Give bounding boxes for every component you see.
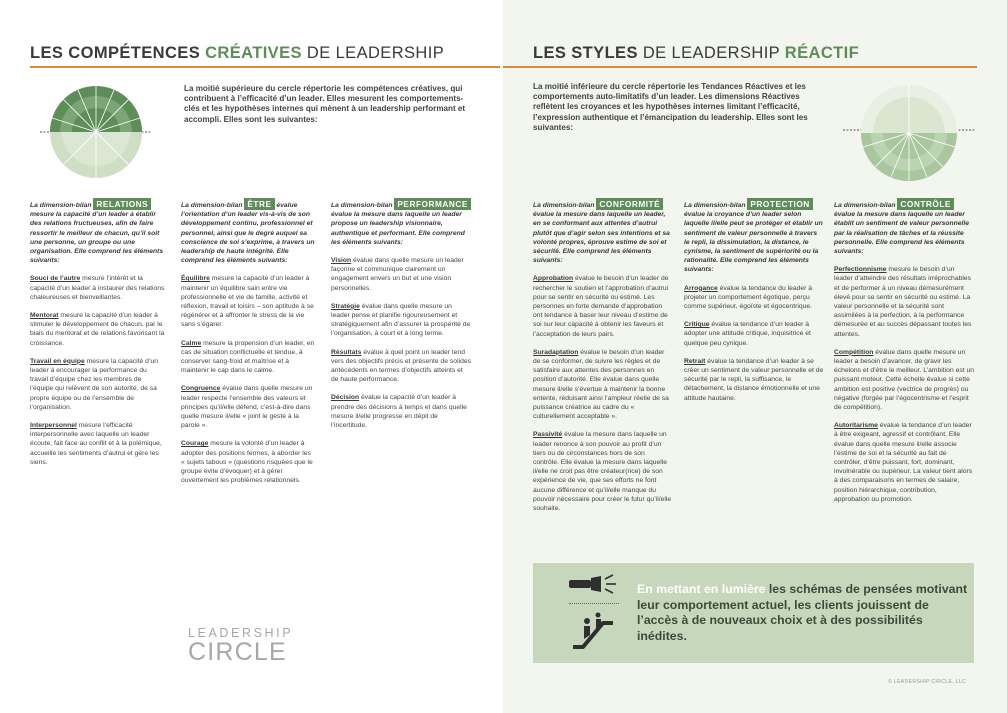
list-item <box>331 348 471 385</box>
list-item <box>533 348 672 422</box>
term: Compétition <box>834 348 874 356</box>
term-text: évalue la tendance d’un leader à être exigeant, agressif et contrôlant. Elle évalue dans quelle mesure il/elle associe l’estime de soi et la sécurité au fait de contrôler, d’être puissant, fort, dominant, invulnérable ou supérieur. La valeur tient alors à des comparaisons en termes de salaire, position hiérarchique, contribution, approbation ou promotion. <box>834 422 973 503</box>
term: Équilibre <box>181 275 210 283</box>
protection-column <box>684 198 824 412</box>
list-item <box>181 384 315 430</box>
title-part: DE LEADERSHIP <box>637 44 785 62</box>
term-text: évalue dans quelle mesure un leader façonne et communique clairement un engagement envers un but et une vision personnelles. <box>331 257 464 292</box>
term: Critique <box>684 321 710 329</box>
title-accent: CRÉATIVES <box>205 44 302 62</box>
relations-column <box>30 198 165 476</box>
list-item <box>834 421 974 504</box>
right-title <box>533 44 859 63</box>
controle-column <box>834 198 974 513</box>
leadership-circle-logo <box>188 626 293 664</box>
list-item <box>834 265 974 339</box>
title-rule <box>503 66 977 68</box>
term-text: mesure la capacité d’un leader à encourager la performance du travail d’équipe chez les membres de l’équipe qui relèvent de son autorité, de sa propre équipe ou de l’ensemble de l’organisation. <box>30 357 158 411</box>
term: Courage <box>181 440 209 448</box>
list-item <box>181 339 315 376</box>
flashlight-icon <box>567 573 621 595</box>
term: Souci de l’autre <box>30 275 81 283</box>
callout-box <box>533 563 974 663</box>
list-item <box>30 357 165 412</box>
term-text: mesure le besoin d’un leader d’atteindre des résultats irréprochables et de performer à un niveau démesurément élevé pour se sentir en sécurité ou estimé. La valeur personnelle et la sécurité sont assimilées à la perfection, à la performance démesurée et au succès dépassant toutes les attentes. <box>834 266 972 338</box>
term: Arrogance <box>684 284 718 292</box>
left-page <box>0 0 503 713</box>
term-text: évalue le besoin d’un leader de se conformer, de suivre les règles et de satisfaire aux attentes des personnes en position d’autorité. Elle évalue dans quelle mesure il/elle s’évertue à maintenir la bonne entente, réduisant ainsi l’ampleur réelle de sa puissance créatrice au cadre du « culturellement acceptable ». <box>533 348 669 421</box>
callout-body: les schémas de pensées motivant leur comportement actuel, les clients jouissent de l’accès à de nouveaux choix et à des possibilités inédites. <box>637 582 968 643</box>
lead-text: La dimension-bilan <box>331 202 395 209</box>
creative-circle-icon <box>40 84 152 184</box>
term: Stratégie <box>331 302 360 310</box>
right-intro: La moitié inférieure du cercle répertorie les Tendances Réactives et les comportements auto-limitatifs d’un leader. Les dimensions Réactives reflètent les croyances et les hypothèses internes limitant l’efficacité, l’expression authentique et l’émancipation du leadership. Elles sont les suivantes: <box>533 82 808 132</box>
term-text: évalue dans quelle mesure un leader pense et planifie rigoureusement et stratégiquement afin d’assurer la prospérité de l’organisation, à court et à long terme. <box>331 302 471 338</box>
list-item <box>684 284 824 312</box>
title-part: LES STYLES <box>533 44 638 62</box>
left-title <box>30 44 444 63</box>
title-part: DE LEADERSHIP <box>301 44 445 62</box>
list-item <box>533 274 672 338</box>
controle-badge: CONTRÔLE <box>897 198 954 210</box>
term: Congruence <box>181 385 221 393</box>
term-text: évalue la capacité d’un leader à prendre des décisions à temps et dans quelle mesure il/elle progresse en dépit de l’incertitude. <box>331 394 467 430</box>
term: Décision <box>331 394 360 402</box>
dotted-separator <box>569 603 619 604</box>
lead-text: évalue la mesure dans laquelle un leader, en se conformant aux attentes d’autrui plutôt que d’agir selon ses intentions et sa volonté propres, éprouve estime de soi et sécurité. Elle comprend les éléments suivants: <box>533 211 670 265</box>
logo-line: CIRCLE <box>188 638 287 666</box>
list-item <box>181 439 315 485</box>
lead-text: La dimension-bilan <box>30 202 94 209</box>
lead-text: évalue la mesure dans laquelle un leader propose un leadership visionnaire, authentique et performant. Elle comprend les éléments suivants: <box>331 211 465 246</box>
term: Vision <box>331 257 352 265</box>
term-text: mesure l’efficacité interpersonnelle avec laquelle un leader écoute, fait face au conflit et à la polémique, accueille les sentiments d’autrui et gère les siens. <box>30 422 162 466</box>
callout-text <box>637 582 969 644</box>
term-text: mesure la capacité d’un leader à maintenir un équilibre sain entre vie professionnelle et vie de famille, activité et réflexion, travail et loisirs – son aptitude à se régénérer et à affronter le stress de la vie sans s’égarer. <box>181 275 314 329</box>
callout-highlight: En mettant en lumière <box>637 582 769 596</box>
copyright: © LEADERSHIP CIRCLE, LLC <box>888 679 967 685</box>
term: Interpersonnel <box>30 422 77 430</box>
term-text: évalue la mesure dans laquelle un leader renonce à son pouvoir au profit d’un tiers ou de circonstances hors de son contrôle. Elle évalue la mesure dans laquelle il/elle ne croit pas être créateur(rice) de son expérience de vie, que ses efforts ne font aucune différence et qu’il/elle manque du pouvoir nécessaire pour créer le futur qu’il/elle souhaite. <box>533 431 672 513</box>
conformite-column <box>533 198 672 522</box>
term-text: mesure la capacité d’un leader à stimuler le développement de chacun, par le biais du mentorat et de relations favorisant la croissance. <box>30 312 165 347</box>
logo-line: LEADERSHIP <box>188 626 294 640</box>
term-text: mesure la propension d’un leader, en cas de situation conflictuelle et tendue, à conserver sang-froid et maîtrise et à maintenir le cap dans le calme. <box>181 339 315 375</box>
term-text: évalue la tendance du leader à projeter un comportement égotique, perçu comme supérieur, égoïste et égocentrique. <box>684 284 812 311</box>
title-rule <box>30 66 500 68</box>
lead-text: La dimension-bilan <box>684 202 748 209</box>
conformite-badge: CONFORMITÉ <box>596 198 663 210</box>
term-text: évalue le besoin d’un leader de rechercher le soutien et l’approbation d’autrui pour se sentir en sécurité ou estimé. Les personnes en forte demande d’approbation ont tendance à baser leur niveau d’estime de soi sur leur capacité à obtenir les faveurs et l’acceptation de leurs pairs. <box>533 275 669 338</box>
lead-text: La dimension-bilan <box>533 202 597 209</box>
list-item <box>684 320 824 348</box>
term: Mentorat <box>30 312 59 320</box>
term-text: évalue la tendance d’un leader à adopter une attitude critique, inquisitrice et quelque peu cynique. <box>684 321 811 347</box>
protection-badge: PROTECTION <box>747 198 812 210</box>
performance-column <box>331 198 471 439</box>
list-item <box>331 302 471 339</box>
title-part: LES COMPÉTENCES <box>30 44 206 62</box>
term: Perfectionnisme <box>834 266 887 274</box>
term: Retrait <box>684 357 706 365</box>
term-text: mesure la volonté d’un leader à adopter des positions fermes, à aborder les « sujets tabous » (questions risquées que le groupe évite d’évoquer) et à gérer ouvertement les problèmes relationnels. <box>181 440 313 485</box>
term: Calme <box>181 339 202 347</box>
etre-column <box>181 198 315 494</box>
term: Résultats <box>331 348 362 356</box>
lead-text: évalue la mesure dans laquelle un leader établit un sentiment de valeur personnelle par la réalisation de tâches et la réussite personnelle. Elle comprend les éléments suivants: <box>834 211 970 256</box>
lead-text: La dimension-bilan <box>181 202 245 209</box>
list-item <box>30 311 165 348</box>
list-item <box>684 357 824 403</box>
list-item <box>30 421 165 467</box>
reactive-circle-icon <box>843 83 975 187</box>
list-item <box>181 274 315 329</box>
lead-text: évalue l’orientation d’un leader vis-à-vis de son développement continu, professionnel et personnel, ainsi que le degré auquel sa conscience de soi s’exprime, à travers un leadership de haute intégrité. Elle comprend les éléments suivants: <box>181 202 315 265</box>
term-text: mesure l’intérêt et la capacité d’un leader à instaurer des relations chaleureuses et bienveillantes. <box>30 275 165 301</box>
list-item <box>331 256 471 293</box>
term: Suradaptation <box>533 348 579 356</box>
term-text: évalue dans quelle mesure un leader a besoin d’avancer, de gravir les échelons et d’être le meilleur. L’ambition est un puissant moteur. Cette échelle évalue si cette ambition est positive (vectrice de progrès) ou négative (forgée par l’égocentrisme et l’esprit de compétition). <box>834 348 974 412</box>
term-text: évalue la tendance d’un leader à se créer un sentiment de valeur personnelle et de sécurité par le repli, la suffisance, le détachement, la distance émotionnelle et une attitude hautaine. <box>684 357 824 402</box>
term: Autoritarisme <box>834 422 878 430</box>
term-text: évalue dans quelle mesure un leader respecte l’ensemble des valeurs et principes qu’il/elle défend, c’est-à-dire dans quelle mesure il/elle « joint le geste à la parole ». <box>181 385 313 430</box>
lead-text: évalue la croyance d’un leader selon laquelle il/elle peut se protéger et établir un sentiment de valeur personnelle à travers le repli, la dissimulation, la distance, le cynisme, la sentiment de supériorité ou la rationalité. Elle comprend les éléments suivants: <box>684 211 823 274</box>
left-intro: La moitié supérieure du cercle répertorie les compétences créatives, qui contribuent à l’efficacité d’un leader. Elles mesurent les comportements-clés et les hypothèses internes qui mènent à un leadership performant et accompli. Elles sont les suivantes: <box>184 84 466 124</box>
etre-badge: ÊTRE <box>244 198 274 210</box>
list-item <box>533 430 672 513</box>
relations-badge: RELATIONS <box>93 198 151 210</box>
escalator-icon <box>569 611 617 653</box>
list-item <box>331 393 471 430</box>
term-text: évalue à quel point un leader tend vers des objectifs précis et présente de solides antécédents en termes d’objectifs atteints et de haute performance. <box>331 348 471 384</box>
lead-text: mesure la capacité d’un leader à établir des relations fructueuses, afin de faire ressortir le meilleur de chacun, qu’il soit une personne, un groupe ou une organisation. Elle comprend les éléments suivants: <box>30 211 164 265</box>
term: Passivité <box>533 431 563 439</box>
title-accent: RÉACTIF <box>784 44 860 62</box>
term: Approbation <box>533 275 574 283</box>
term: Travail en équipe <box>30 357 85 365</box>
list-item <box>834 348 974 412</box>
performance-badge: PERFORMANCE <box>394 198 471 210</box>
lead-text: La dimension-bilan <box>834 202 898 209</box>
list-item <box>30 274 165 302</box>
